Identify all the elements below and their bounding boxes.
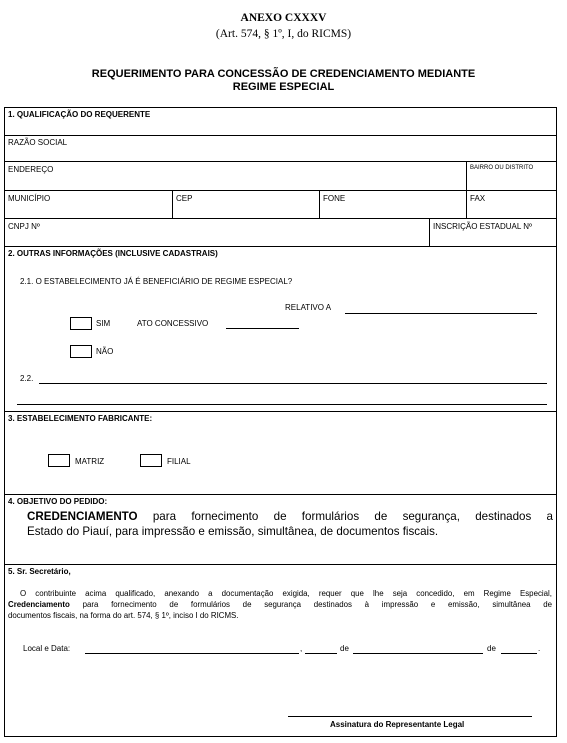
fax-field[interactable]: FAX — [470, 194, 486, 203]
nao-checkbox[interactable] — [70, 345, 92, 358]
ato-concessivo-input[interactable] — [226, 328, 299, 329]
month-input[interactable] — [353, 653, 483, 654]
form-title-line1: REQUERIMENTO PARA CONCESSÃO DE CREDENCIAMENTO MEDIANTE — [91, 68, 476, 80]
section1-heading: 1. QUALIFICAÇÃO DO REQUERENTE — [8, 110, 151, 119]
section5-heading: 5. Sr. Secretário, — [8, 567, 71, 576]
request-paragraph-line3: documentos fiscais, na forma do art. 574, § 1º, inciso I do RICMS. — [8, 611, 239, 620]
divider — [5, 411, 556, 412]
divider — [429, 218, 430, 246]
period-mark: . — [538, 644, 541, 653]
endereco-field[interactable]: ENDEREÇO — [8, 165, 54, 174]
request-paragraph-line1: O contribuinte acima qualificado, anexando a documentação exigida, requer que lhe seja concedido, em Regime Especial, — [20, 589, 552, 598]
section3-heading: 3. ESTABELECIMENTO FABRICANTE: — [8, 414, 153, 423]
local-data-label: Local e Data: — [23, 644, 71, 653]
inscricao-field[interactable]: INSCRIÇÃO ESTADUAL Nº — [433, 222, 532, 231]
cep-field[interactable]: CEP — [176, 194, 193, 203]
request-paragraph-line2-rest: para fornecimento de formulários de segurança destinados à impressão e emissão, simultânea de — [82, 600, 552, 609]
annex-title: ANEXO CXXXV — [240, 12, 327, 24]
signature-line[interactable] — [288, 716, 532, 717]
signature-label: Assinatura do Representante Legal — [330, 720, 465, 729]
question-2-1: 2.1. O ESTABELECIMENTO JÁ É BENEFICIÁRIO DE REGIME ESPECIAL? — [20, 277, 293, 286]
form-title-line2: REGIME ESPECIAL — [232, 81, 335, 93]
item-2-2-input-line1[interactable] — [39, 383, 547, 384]
item-2-2-input-line2[interactable] — [17, 404, 547, 405]
annex-reference: (Art. 574, § 1º, I, do RICMS) — [215, 28, 352, 40]
municipio-field[interactable]: MUNICÍPIO — [8, 194, 51, 203]
divider — [5, 190, 556, 191]
year-input[interactable] — [501, 653, 537, 654]
request-paragraph-line2 — [8, 599, 552, 610]
divider — [172, 190, 173, 218]
objetivo-line2: Estado do Piauí, para impressão e emissão, simultânea, de documentos fiscais. — [27, 525, 439, 538]
section2-heading: 2. OUTRAS INFORMAÇÕES (INCLUSIVE CADASTRAIS) — [8, 249, 218, 258]
cnpj-field[interactable]: CNPJ Nº — [8, 222, 40, 231]
day-input[interactable] — [305, 653, 337, 654]
razao-social-field[interactable]: RAZÃO SOCIAL — [8, 138, 68, 147]
divider — [5, 494, 556, 495]
matriz-label: MATRIZ — [75, 457, 105, 466]
requerimento-form — [4, 107, 557, 737]
relativo-input[interactable] — [345, 313, 537, 314]
credenciamento-term: Credenciamento — [8, 600, 70, 609]
credenciamento-bold: CREDENCIAMENTO — [27, 510, 138, 523]
nao-label: NÃO — [96, 347, 114, 356]
objetivo-line1 — [27, 509, 553, 524]
sim-label: SIM — [96, 319, 111, 328]
divider — [5, 161, 556, 162]
de-label-1: de — [340, 644, 349, 653]
objetivo-line1-rest: para fornecimento de formulários de segurança, destinados a — [152, 510, 553, 523]
local-input[interactable] — [85, 653, 299, 654]
divider — [5, 246, 556, 247]
ato-concessivo-label: ATO CONCESSIVO — [137, 319, 209, 328]
sim-checkbox[interactable] — [70, 317, 92, 330]
divider — [319, 190, 320, 218]
item-2-2-label: 2.2. — [20, 374, 34, 383]
divider — [466, 161, 467, 190]
matriz-checkbox[interactable] — [48, 454, 70, 467]
relativo-label: RELATIVO A — [285, 303, 332, 312]
comma-separator: , — [300, 644, 303, 653]
divider — [5, 135, 556, 136]
divider — [466, 190, 467, 218]
filial-checkbox[interactable] — [140, 454, 162, 467]
divider — [5, 218, 556, 219]
filial-label: FILIAL — [167, 457, 191, 466]
bairro-field[interactable]: BAIRRO OU DISTRITO — [470, 165, 534, 171]
fone-field[interactable]: FONE — [323, 194, 346, 203]
de-label-2: de — [487, 644, 496, 653]
divider — [5, 564, 556, 565]
section4-heading: 4. OBJETIVO DO PEDIDO: — [8, 497, 108, 506]
